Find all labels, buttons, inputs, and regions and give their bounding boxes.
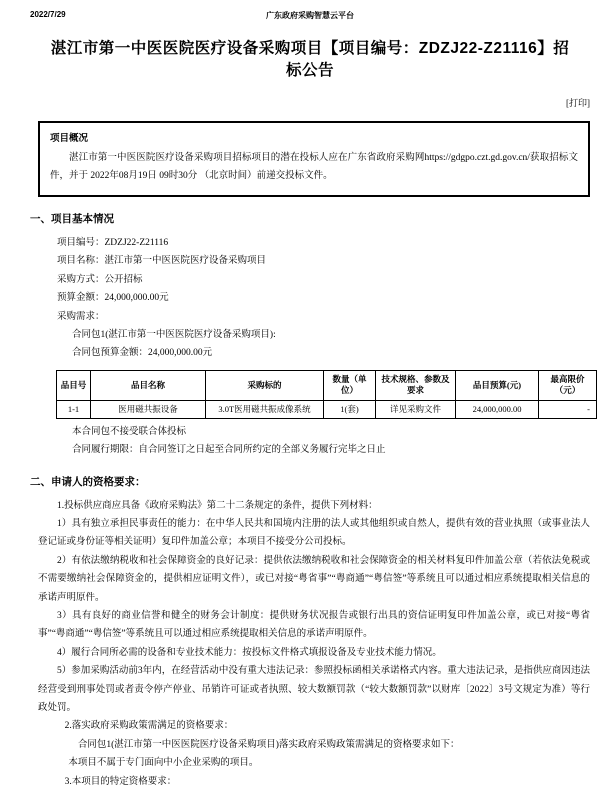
cell-item-budget: 24,000,000.00 [456,400,539,418]
field-project-name: 项目名称：湛江市第一中医医院医疗设备采购项目 [57,256,267,267]
field-budget-amount: 预算金额：24,000,000.00元 [57,293,169,304]
items-table [56,370,597,419]
package-title-line: 合同包1(湛江市第一中医医院医疗设备采购项目): [72,329,276,340]
note-no-consortium: 本合同包不接受联合体投标 [72,426,187,437]
note-contract-period: 合同履行期限：自合同签订之日起至合同所约定的全部义务履行完毕之日止 [72,445,386,456]
print-button-row [30,96,590,109]
header-date: 2022/7/29 [30,10,66,19]
col-item-budget: 品目预算(元) [456,370,539,400]
print-header [30,10,590,22]
requirement-paragraph-1-1: 1）具有独立承担民事责任的能力：在中华人民共和国境内注册的法人或其他组织或自然人，提供有效的营业执照（或事业法人登记证或身份证等相关证明）复印件加盖公章；本项目不接受分公司投标。 [38,519,590,548]
field-project-number: 项目编号：ZDZJ22-Z21116 [57,237,169,248]
requirement-paragraph-2-sme: 本项目不属于专门面向中小企业采购的项目。 [68,758,259,769]
cell-max-price: - [539,400,597,418]
cell-item-name: 医用磁共振设备 [91,400,206,418]
cell-procurement-subject: 3.0T医用磁共振成像系统 [206,400,324,418]
cell-item-number: 1-1 [57,400,91,418]
print-button[interactable]: [打印] [566,97,590,108]
col-tech-specs: 技术规格、参数及要求 [376,370,456,400]
section1-body [38,234,590,460]
requirement-paragraph-1-4: 4）履行合同所必需的设备和专业技术能力：按投标文件格式填报设备及专业技术能力情况。 [57,647,442,658]
header-platform-title: 广东政府采购智慧云平台 [266,11,354,20]
requirement-paragraph-1-2: 2）有依法缴纳税收和社会保障资金的良好记录：提供依法缴纳税收和社会保障资金的相关材料复印件加盖公章（若依法免税或不需要缴纳社会保障资金的，提供相应证明文件），或已对接“粤省事”“粤商通”“粤信签”等系统且可以通过相应系统提取相关信息的承诺声明原件。 [38,555,590,603]
section2-body [38,497,590,791]
cell-quantity-unit: 1(套) [324,400,376,418]
overview-text: 湛江市第一中医医院医疗设备采购项目招标项目的潜在投标人应在广东省政府采购网https://gdgpo.czt.gd.gov.cn/获取招标文件，并于 2022年08月19日 09时30分 （北京时间）前递交投标文件。 [50,152,578,182]
col-quantity-unit: 数量（单位） [324,370,376,400]
requirement-paragraph-2-package: 合同包1(湛江市第一中医医院医疗设备采购项目)落实政府采购政策需满足的资格要求如下： [77,739,460,750]
col-item-name: 品目名称 [91,370,206,400]
requirement-paragraph-3: 3.本项目的特定资格要求： [64,776,177,787]
requirement-paragraph-1-3: 3）具有良好的商业信誉和健全的财务会计制度：提供财务状况报告或银行出具的资信证明复印件加盖公章，或已对接“粤省事”“粤商通”“粤信签”等系统且可以通过相应系统提取相关信息的承诺声明原件。 [38,611,590,640]
requirement-paragraph-1-5: 5）参加采购活动前3年内，在经营活动中没有重大违法记录：参照投标函相关承诺格式内容。重大违法记录，是指供应商因违法经营受到刑事处罚或者责令停产停业、吊销许可证或者执照、较大数额罚款（“较大数额罚款”以财库〔2022〕3号文规定为准）等行政处罚。 [38,666,590,714]
col-item-number: 品目号 [57,370,91,400]
field-procurement-demand: 采购需求： [57,311,105,322]
project-overview-box [38,121,590,197]
requirement-paragraph-2: 2.落实政府采购政策需满足的资格要求： [64,721,234,732]
section2-heading: 二、申请人的资格要求： [30,476,146,488]
cell-tech-specs: 详见采购文件 [376,400,456,418]
requirement-paragraph-1: 1.投标供应商应具备《政府采购法》第二十二条规定的条件，提供下列材料： [57,500,378,511]
section1-heading: 一、项目基本情况 [30,213,114,225]
page-title: 湛江市第一中医医院医疗设备采购项目【项目编号：ZDZJ22-Z21116】招标公告 [50,40,570,80]
items-table-header-row [57,370,597,400]
package-budget-line: 合同包预算金额：24,000,000.00元 [72,348,213,359]
field-procurement-method: 采购方式：公开招标 [57,274,143,285]
col-max-price: 最高限价（元） [539,370,597,400]
table-row [57,400,597,418]
col-procurement-subject: 采购标的 [206,370,324,400]
overview-label: 项目概况 [50,133,89,144]
